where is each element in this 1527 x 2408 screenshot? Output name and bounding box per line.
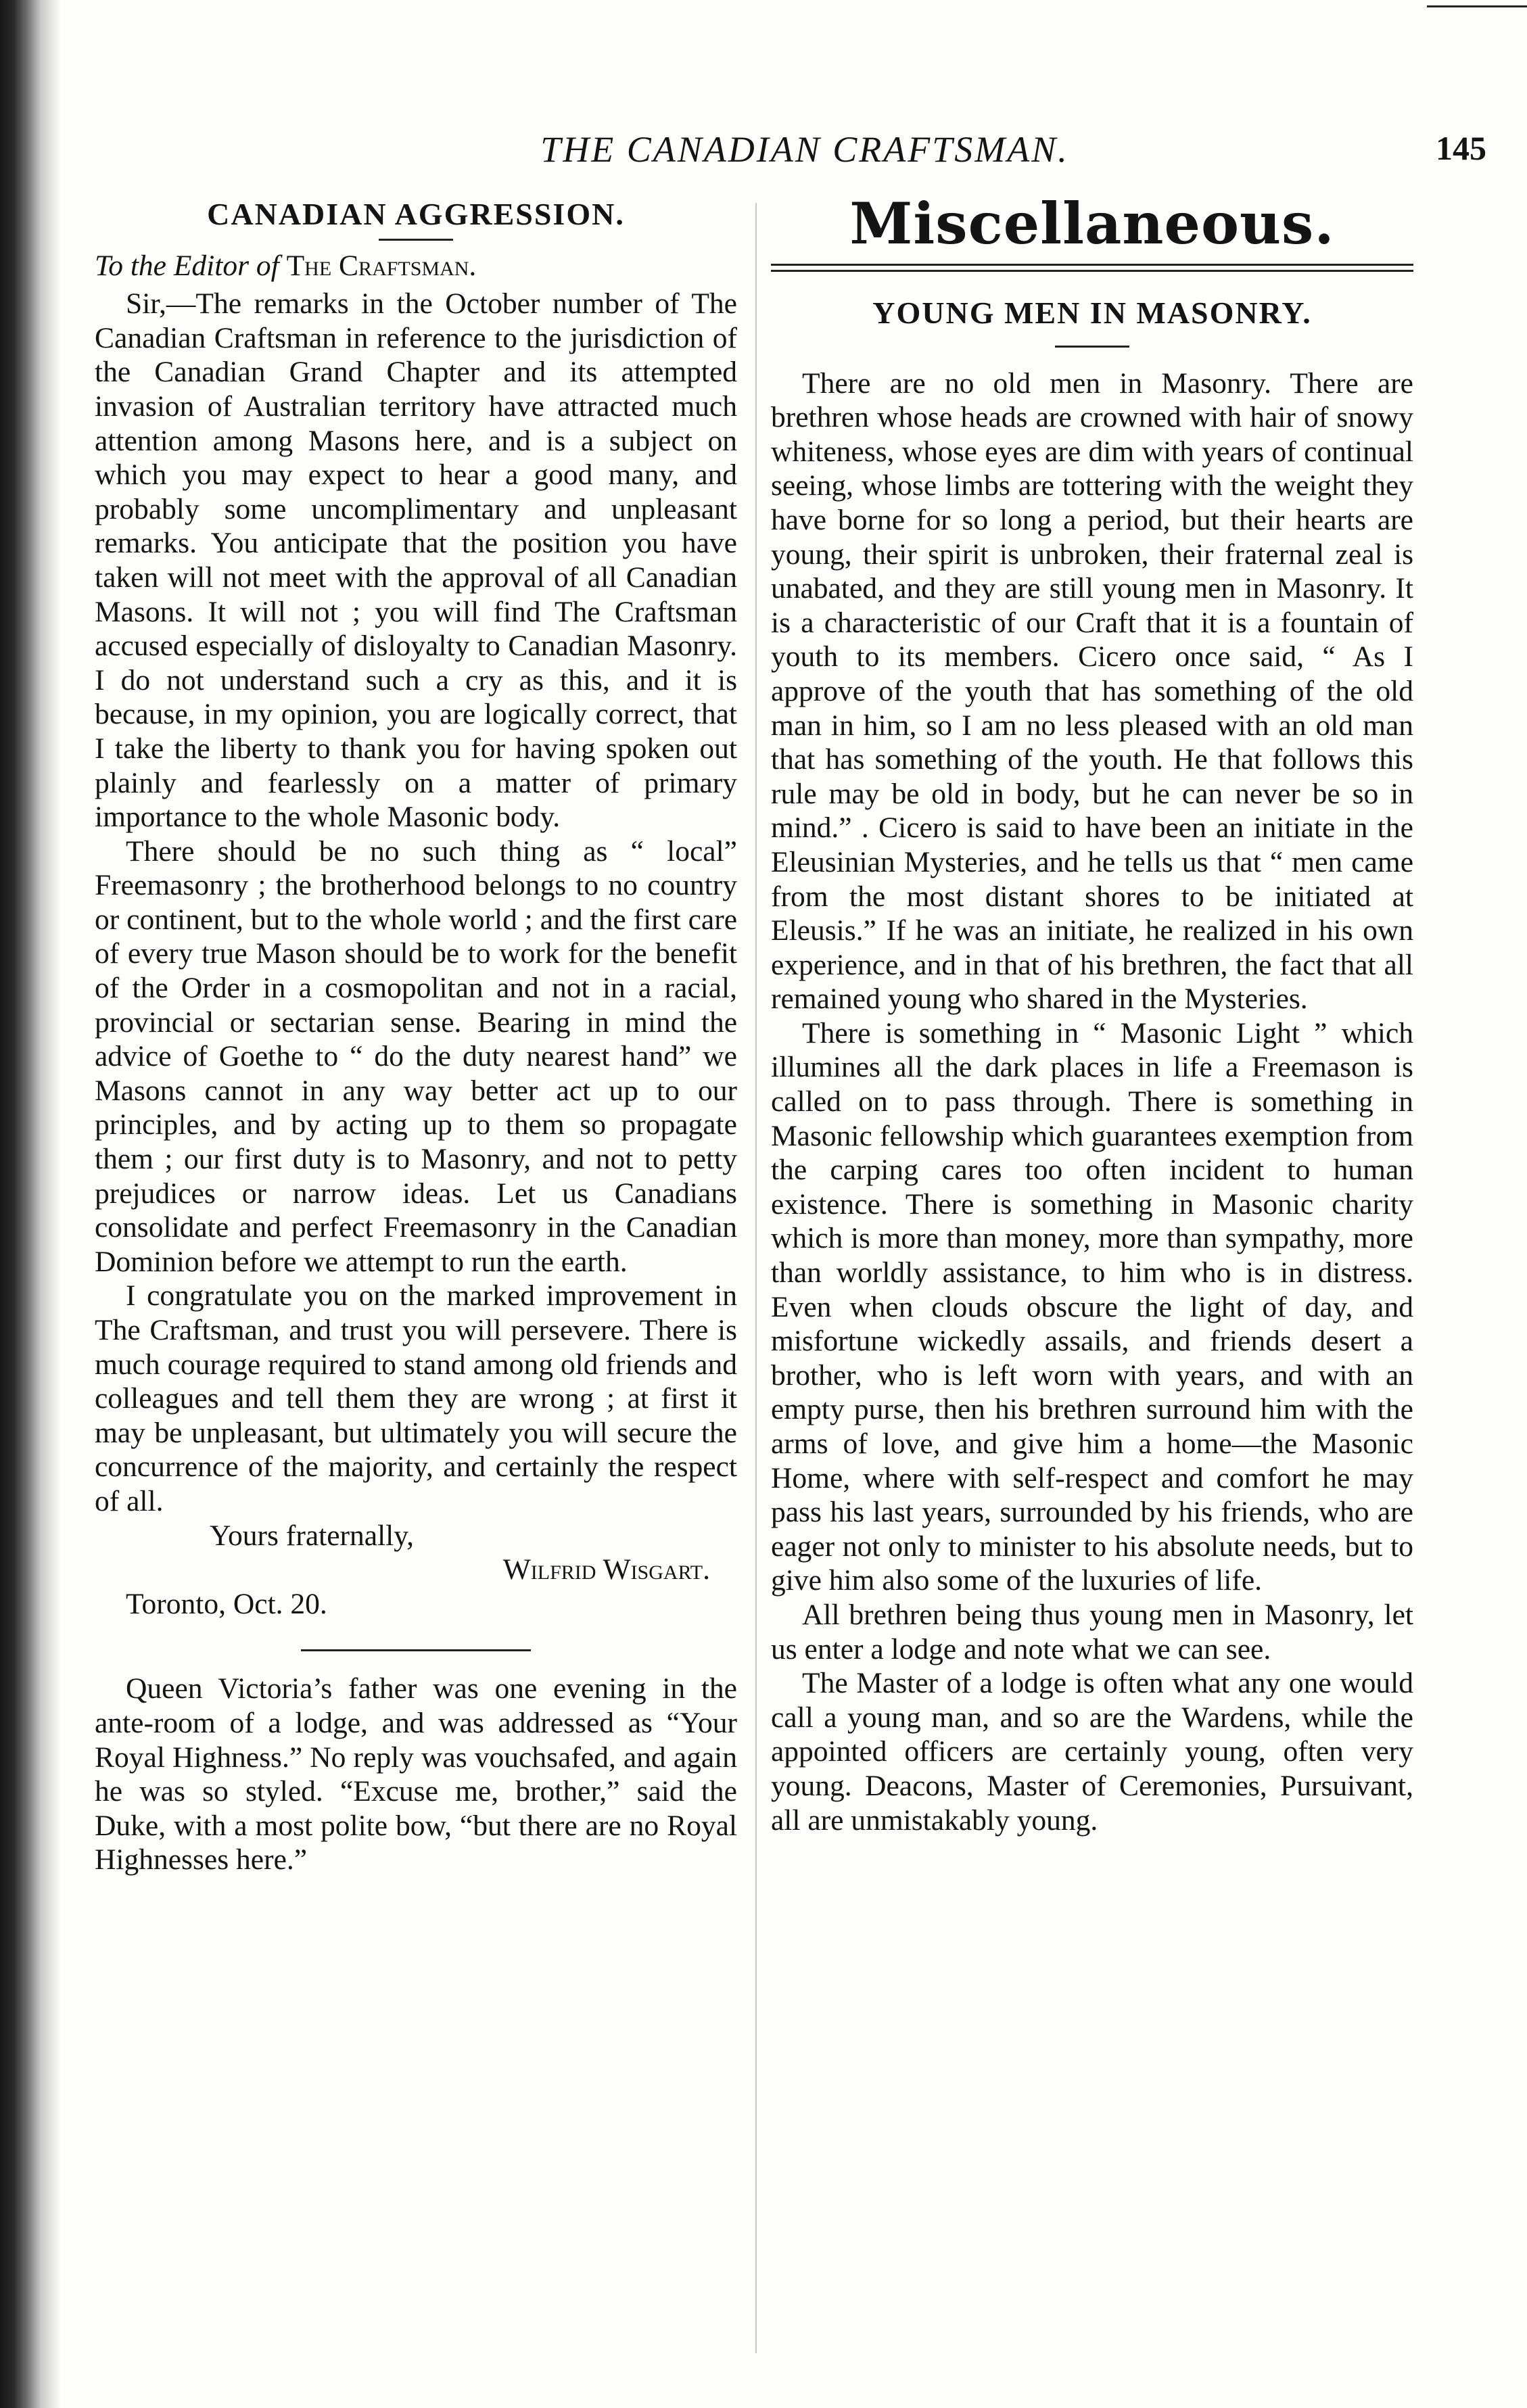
section-double-rule bbox=[771, 264, 1413, 272]
salutation-publication: The Craftsman. bbox=[286, 249, 477, 282]
running-title: THE CANADIAN CRAFTSMAN. bbox=[540, 129, 1069, 170]
article-paragraph-3: All brethren being thus young men in Masonry, let us enter a lodge and note what we can see. bbox=[771, 1598, 1413, 1666]
miscellaneous-section-title: Miscellaneous. bbox=[849, 190, 1335, 257]
article-paragraph-4: The Master of a lodge is often what any one would call a young man, and so are the Wardens, while the appointed officers are certainly young, often very young. Deacons, Master of Ceremonies, Pursuivant, all are unmistakably young. bbox=[771, 1667, 1413, 1837]
column-divider bbox=[755, 203, 757, 2353]
letter-salutation bbox=[95, 249, 737, 283]
running-head bbox=[88, 128, 1495, 176]
article-paragraph-2: There is something in “ Masonic Light ” which illumines all the dark places in life a Freemason is called on to pass through. There is something in Masonic fellowship which guarantees exemption from the carping cares too often incident to human existence. There is something in Masonic charity which is more than money, more than sympathy, more than worldly assistance, to him who is in distress. Even when clouds obscure the light of day, and misfortune wickedly assails, and friends desert a brother, who is left worn with years, and with an empty purse, then his brethren surround him with the arms of love, and give him a home—the Masonic Home, where with self-respect and comfort he may pass his last years, surrounded by his friends, who are eager not only to minister to his absolute needs, but to give him also some of the luxuries of life. bbox=[771, 1016, 1413, 1597]
letter-paragraph-3: I congratulate you on the marked improvement in The Craftsman, and trust you will persevere. There is much courage required to stand among old friends and colleagues and tell them they are wrong ; at first it may be unpleasant, but ultimately you will secure the concurrence of the majority, and certainly the respect of all. bbox=[95, 1279, 737, 1517]
letter-paragraph-1: Sir,—The remarks in the October number of The Canadian Craftsman in reference to the jurisdiction of the Canadian Grand Chapter and its attempted invasion of Australian territory have attracted much attention among Masons here, and is a subject on which you may expect to hear a good many, and probably some uncomplimentary and unpleasant remarks. You anticipate that the position you have taken will not meet with the approval of all Canadian Masons. It will not ; you will find The Craftsman accused especially of disloyalty to Canadian Masonry. I do not understand such a cry as this, and it is because, in my opinion, you are logically correct, that I take the liberty to thank you for having spoken out plainly and fearlessly on a matter of primary importance to the whole Masonic body. bbox=[95, 287, 737, 834]
letter-place-date: Toronto, Oct. 20. bbox=[126, 1587, 327, 1620]
article-heading: YOUNG MEN IN MASONRY. bbox=[872, 296, 1312, 330]
heading-rule bbox=[379, 239, 453, 241]
letter-paragraph-2: There should be no such thing as “ local” Freemasonry ; the brotherhood belongs to no country or continent, but to the whole world ; and the first care of every true Mason should be to work for the benefit of the Order in a cosmopolitan and not in a racial, provincial or sectarian sense. Bearing in mind the advice of Goethe to “ do the duty nearest hand” we Masons cannot in any way better act up to our principles, and by acting up to them so propagate them ; our first duty is to Masonry, and not to petty prejudices or narrow ideas. Let us Canadians consolidate and perfect Freemasonry in the Canadian Dominion before we attempt to run the earth. bbox=[95, 834, 737, 1278]
letter-heading: CANADIAN AGGRESSION. bbox=[207, 197, 625, 231]
page-binding-edge bbox=[0, 0, 61, 2408]
left-column bbox=[95, 197, 737, 1877]
top-edge-rule bbox=[1427, 5, 1527, 7]
section-separator-rule bbox=[301, 1649, 531, 1651]
anecdote-paragraph: Queen Victoria’s father was one evening in the ante-room of a lodge, and was addressed as “Your Royal Highness.” No reply was vouchsafed, and again he was so styled. “Excuse me, brother,” said the Duke, with a most polite bow, “but there are no Royal Highnesses here.” bbox=[95, 1672, 737, 1876]
right-column bbox=[771, 190, 1413, 1837]
letter-signer: Wilfrid Wisgart. bbox=[502, 1553, 710, 1586]
article-paragraph-1: There are no old men in Masonry. There are brethren whose heads are crowned with hair of snowy whiteness, whose eyes are dim with years of continual seeing, whose limbs are tottering with the weight they have borne for so long a period, but their hearts are young, their spirit is unbroken, their fraternal zeal is unabated, and they are still young men in Masonry. It is a characteristic of our Craft that it is a fountain of youth to its members. Cicero once said, “ As I approve of the youth that has something of the old man in him, so I am no less pleased with an old man that has something of the youth. He that follows this rule may be old in body, but he can never be so in mind.” . Cicero is said to have been an initiate in the Eleusinian Mysteries, and he tells us that “ men came from the most distant shores to be initiated at Eleusis.” If he was an initiate, he realized in his own experience, and in that of his brethren, the fact that all remained young who shared in the Mysteries. bbox=[771, 367, 1413, 1016]
letter-signoff: Yours fraternally, bbox=[210, 1519, 415, 1552]
article-heading-rule bbox=[1055, 346, 1129, 348]
page-number: 145 bbox=[1436, 129, 1486, 167]
salutation-prefix: To the Editor of bbox=[95, 249, 279, 282]
